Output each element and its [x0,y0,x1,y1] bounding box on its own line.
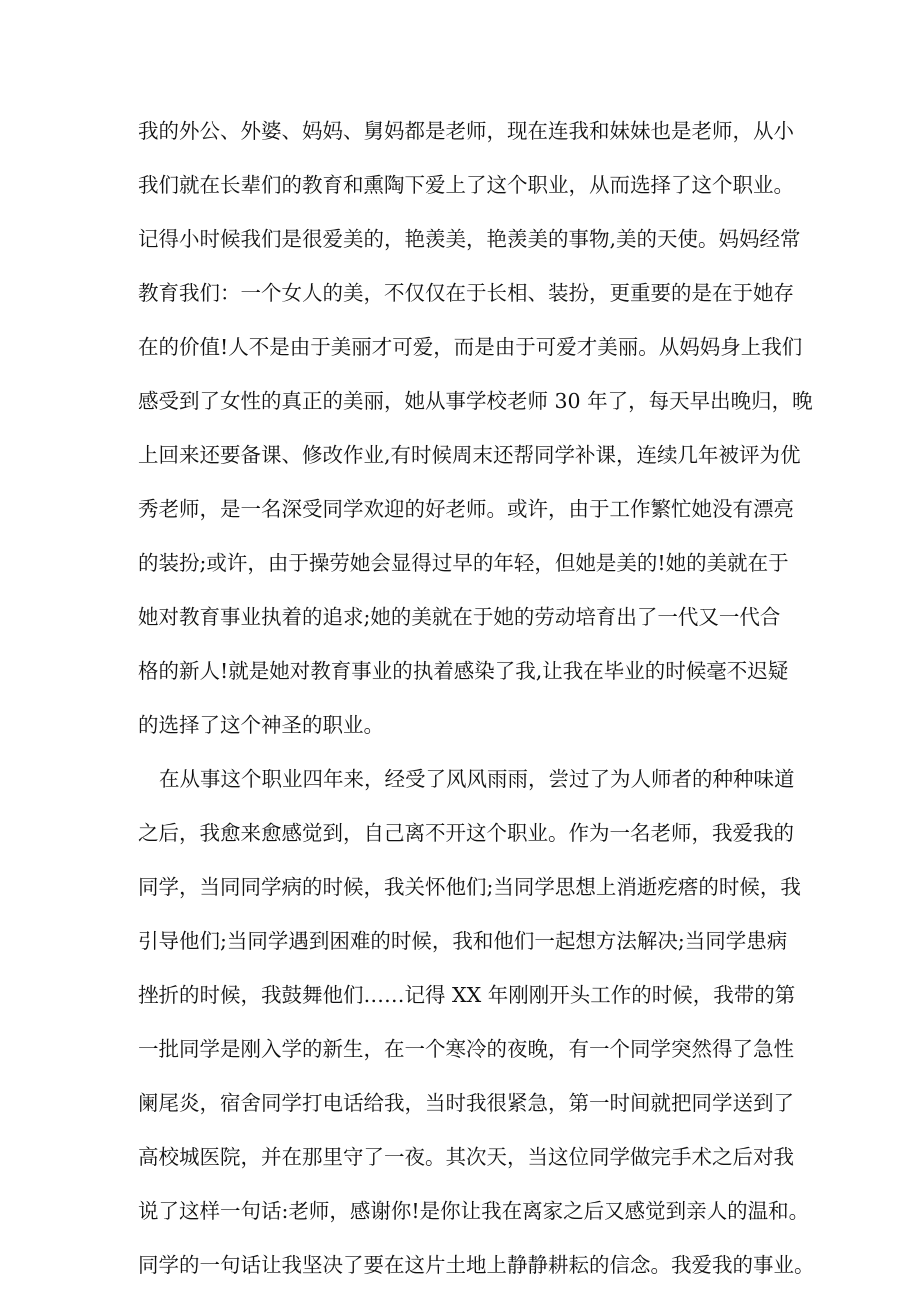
paragraph-2-line-8: 高校城医院，并在那里守了一夜。其次天，当这位同学做完手术之后对我 [138,1145,794,1169]
paragraph-2-line-2: 之后，我愈来愈感觉到，自己离不开这个职业。作为一名老师，我爱我的 [138,821,794,845]
paragraph-2-line-1: 在从事这个职业四年来，经受了风风雨雨，尝过了为人师者的种种味道 [159,767,795,791]
paragraph-1-line-10: 她对教育事业执着的追求;她的美就在于她的劳动培育出了一代又一代合 [138,605,781,629]
paragraph-2-line-10: 同学的一句话让我坚决了要在这片土地上静静耕耘的信念。我爱我的事业。 [138,1253,815,1277]
paragraph-2-line-4: 引导他们;当同学遇到困难的时候，我和他们一起想方法解决;当同学患病 [138,929,788,953]
paragraph-2-line-3: 同学，当同同学病的时候，我关怀他们;当同学思想上消逝疙瘩的时候，我 [138,875,801,899]
paragraph-1-line-7: 上回来还要备课、修改作业,有时候周末还帮同学补课，连续几年被评为优 [138,443,801,467]
paragraph-1-line-4: 教育我们：一个女人的美，不仅仅在于长相、装扮，更重要的是在于她存 [138,281,794,305]
paragraph-1-line-12: 的选择了这个神圣的职业。 [138,713,384,737]
paragraph-1-line-11: 格的新人!就是她对教育事业的执着感染了我,让我在毕业的时候毫不迟疑 [138,659,789,683]
paragraph-1-line-3: 记得小时候我们是很爱美的，艳羡美，艳羡美的事物,美的天使。妈妈经常 [138,227,801,251]
paragraph-1-line-6: 感受到了女性的真正的美丽，她从事学校老师 30 年了，每天早出晚归，晚 [138,389,813,413]
paragraph-1-line-2: 我们就在长辈们的教育和熏陶下爱上了这个职业，从而选择了这个职业。 [138,173,794,197]
paragraph-1-line-1: 我的外公、外婆、妈妈、舅妈都是老师，现在连我和妹妹也是老师，从小 [138,119,794,143]
paragraph-1-line-9: 的装扮;或许，由于操劳她会显得过早的年轻，但她是美的!她的美就在于 [138,551,789,575]
paragraph-1-line-5: 在的价值!人不是由于美丽才可爱，而是由于可爱才美丽。从妈妈身上我们 [138,335,803,359]
paragraph-2-line-7: 阑尾炎，宿舍同学打电话给我，当时我很紧急，第一时间就把同学送到了 [138,1091,794,1115]
paragraph-1-line-8: 秀老师，是一名深受同学欢迎的好老师。或许，由于工作繁忙她没有漂亮 [138,497,794,521]
paragraph-2-line-6: 一批同学是刚入学的新生，在一个寒冷的夜晚，有一个同学突然得了急性 [138,1037,794,1061]
paragraph-2-line-9: 说了这样一句话:老师，感谢你!是你让我在离家之后又感觉到亲人的温和。 [138,1199,810,1223]
paragraph-2-line-5: 挫折的时候，我鼓舞他们……记得 XX 年刚刚开头工作的时候，我带的第 [138,983,796,1007]
